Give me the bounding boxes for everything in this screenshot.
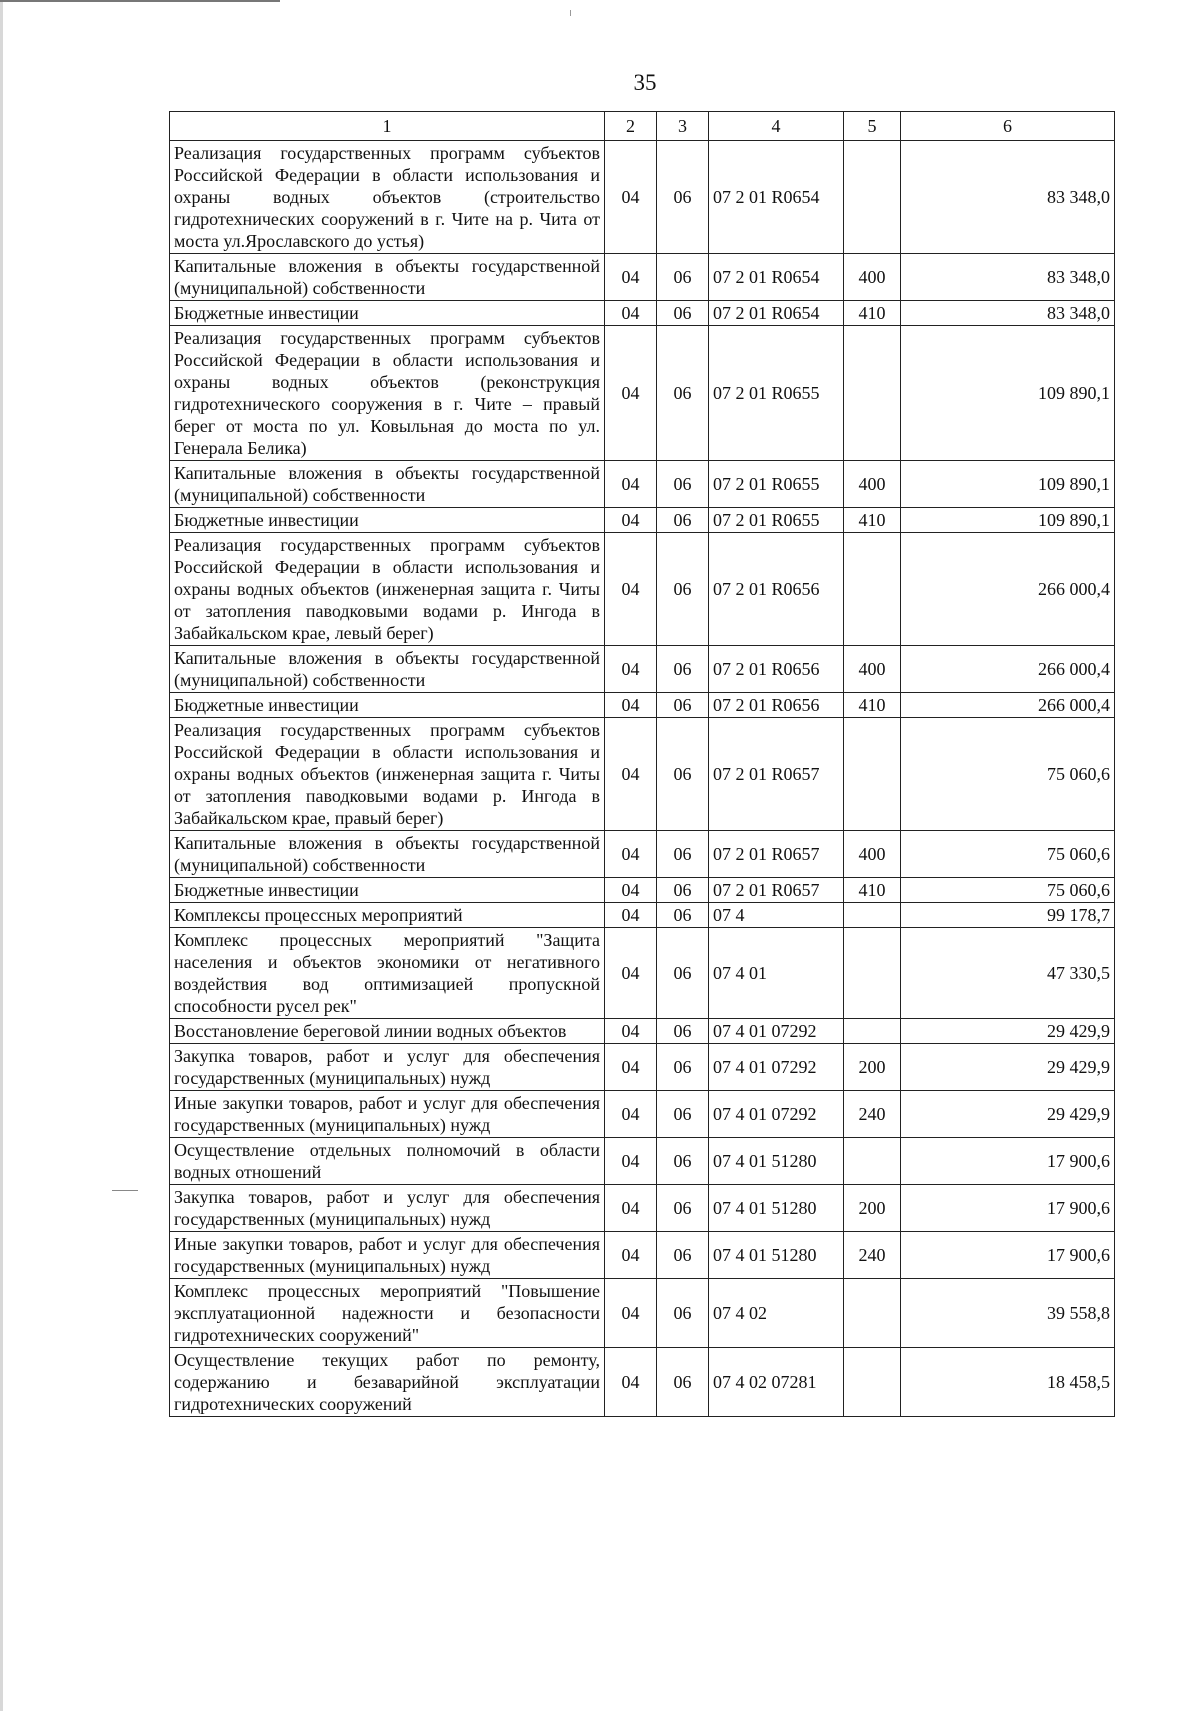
row-amount: 17 900,6 bbox=[901, 1138, 1115, 1185]
row-name: Комплекс процессных мероприятий "Защита населения и объектов экономики от негативного воздействия вод оптимизацией пропускной способности русел рек" bbox=[170, 928, 605, 1019]
table-row bbox=[170, 1348, 1115, 1417]
row-name: Реализация государственных программ субъектов Российской Федерации в области использования и охраны водных объектов (строительство гидротехнических сооружений в г. Чите на р. Чита от моста ул.Ярославского до устья) bbox=[170, 141, 605, 254]
row-amount: 266 000,4 bbox=[901, 646, 1115, 693]
row-amount: 75 060,6 bbox=[901, 878, 1115, 903]
row-target-code: 07 2 01 R0657 bbox=[709, 878, 844, 903]
table-row bbox=[170, 1019, 1115, 1044]
table-row bbox=[170, 533, 1115, 646]
row-name: Капитальные вложения в объекты государственной (муниципальной) собственности bbox=[170, 461, 605, 508]
row-subsection: 06 bbox=[657, 141, 709, 254]
row-amount: 99 178,7 bbox=[901, 903, 1115, 928]
row-expense-type: 400 bbox=[844, 461, 901, 508]
row-expense-type: 200 bbox=[844, 1044, 901, 1091]
row-amount: 17 900,6 bbox=[901, 1232, 1115, 1279]
row-expense-type bbox=[844, 1019, 901, 1044]
scan-mark bbox=[112, 1190, 138, 1191]
row-section: 04 bbox=[605, 1348, 657, 1417]
row-target-code: 07 2 01 R0654 bbox=[709, 141, 844, 254]
row-name: Комплексы процессных мероприятий bbox=[170, 903, 605, 928]
row-name: Иные закупки товаров, работ и услуг для обеспечения государственных (муниципальных) нужд bbox=[170, 1091, 605, 1138]
table-row bbox=[170, 831, 1115, 878]
row-expense-type bbox=[844, 903, 901, 928]
row-target-code: 07 4 01 51280 bbox=[709, 1232, 844, 1279]
scan-speck bbox=[570, 10, 571, 16]
column-header: 3 bbox=[657, 112, 709, 141]
row-subsection: 06 bbox=[657, 533, 709, 646]
row-subsection: 06 bbox=[657, 1279, 709, 1348]
row-expense-type: 240 bbox=[844, 1091, 901, 1138]
row-target-code: 07 2 01 R0657 bbox=[709, 831, 844, 878]
row-name: Закупка товаров, работ и услуг для обеспечения государственных (муниципальных) нужд bbox=[170, 1044, 605, 1091]
row-section: 04 bbox=[605, 1091, 657, 1138]
row-name: Капитальные вложения в объекты государственной (муниципальной) собственности bbox=[170, 254, 605, 301]
row-expense-type bbox=[844, 533, 901, 646]
table-row bbox=[170, 718, 1115, 831]
row-section: 04 bbox=[605, 508, 657, 533]
row-name: Осуществление текущих работ по ремонту, содержанию и безаварийной эксплуатации гидротехнических сооружений bbox=[170, 1348, 605, 1417]
column-header: 2 bbox=[605, 112, 657, 141]
row-subsection: 06 bbox=[657, 903, 709, 928]
table-row bbox=[170, 326, 1115, 461]
row-target-code: 07 2 01 R0655 bbox=[709, 461, 844, 508]
row-amount: 29 429,9 bbox=[901, 1019, 1115, 1044]
row-name: Иные закупки товаров, работ и услуг для обеспечения государственных (муниципальных) нужд bbox=[170, 1232, 605, 1279]
row-section: 04 bbox=[605, 1279, 657, 1348]
table-row bbox=[170, 928, 1115, 1019]
row-target-code: 07 2 01 R0657 bbox=[709, 718, 844, 831]
row-target-code: 07 2 01 R0654 bbox=[709, 301, 844, 326]
row-section: 04 bbox=[605, 928, 657, 1019]
row-target-code: 07 2 01 R0656 bbox=[709, 646, 844, 693]
scan-edge-left bbox=[0, 0, 3, 1711]
row-name: Восстановление береговой линии водных объектов bbox=[170, 1019, 605, 1044]
table-row bbox=[170, 646, 1115, 693]
row-subsection: 06 bbox=[657, 831, 709, 878]
row-section: 04 bbox=[605, 254, 657, 301]
row-expense-type bbox=[844, 326, 901, 461]
row-subsection: 06 bbox=[657, 646, 709, 693]
row-name: Реализация государственных программ субъектов Российской Федерации в области использования и охраны водных объектов (инженерная защита г. Читы от затопления паводковыми водами р. Ингода в Забайкальском крае, левый берег) bbox=[170, 533, 605, 646]
row-amount: 109 890,1 bbox=[901, 508, 1115, 533]
row-subsection: 06 bbox=[657, 326, 709, 461]
row-subsection: 06 bbox=[657, 461, 709, 508]
row-target-code: 07 4 02 bbox=[709, 1279, 844, 1348]
header-row bbox=[170, 112, 1115, 141]
row-expense-type bbox=[844, 1279, 901, 1348]
table-row bbox=[170, 141, 1115, 254]
row-name: Закупка товаров, работ и услуг для обеспечения государственных (муниципальных) нужд bbox=[170, 1185, 605, 1232]
row-section: 04 bbox=[605, 1185, 657, 1232]
row-subsection: 06 bbox=[657, 718, 709, 831]
row-amount: 47 330,5 bbox=[901, 928, 1115, 1019]
row-section: 04 bbox=[605, 903, 657, 928]
row-subsection: 06 bbox=[657, 1138, 709, 1185]
row-amount: 109 890,1 bbox=[901, 461, 1115, 508]
row-target-code: 07 4 01 07292 bbox=[709, 1044, 844, 1091]
row-expense-type bbox=[844, 141, 901, 254]
row-target-code: 07 4 01 07292 bbox=[709, 1019, 844, 1044]
row-amount: 83 348,0 bbox=[901, 301, 1115, 326]
row-name: Бюджетные инвестиции bbox=[170, 878, 605, 903]
table-row bbox=[170, 693, 1115, 718]
row-target-code: 07 2 01 R0656 bbox=[709, 533, 844, 646]
row-name: Бюджетные инвестиции bbox=[170, 508, 605, 533]
table-body bbox=[170, 141, 1115, 1417]
row-subsection: 06 bbox=[657, 1232, 709, 1279]
row-target-code: 07 4 02 07281 bbox=[709, 1348, 844, 1417]
row-amount: 75 060,6 bbox=[901, 831, 1115, 878]
row-name: Капитальные вложения в объекты государственной (муниципальной) собственности bbox=[170, 831, 605, 878]
table-row bbox=[170, 254, 1115, 301]
row-subsection: 06 bbox=[657, 301, 709, 326]
row-target-code: 07 4 01 bbox=[709, 928, 844, 1019]
row-amount: 109 890,1 bbox=[901, 326, 1115, 461]
row-subsection: 06 bbox=[657, 1044, 709, 1091]
row-amount: 83 348,0 bbox=[901, 141, 1115, 254]
row-section: 04 bbox=[605, 831, 657, 878]
row-expense-type: 400 bbox=[844, 646, 901, 693]
row-section: 04 bbox=[605, 1019, 657, 1044]
table-header bbox=[170, 112, 1115, 141]
column-header: 5 bbox=[844, 112, 901, 141]
row-target-code: 07 2 01 R0655 bbox=[709, 508, 844, 533]
row-expense-type: 410 bbox=[844, 508, 901, 533]
table-row bbox=[170, 1185, 1115, 1232]
table-row bbox=[170, 1044, 1115, 1091]
row-subsection: 06 bbox=[657, 878, 709, 903]
column-header: 1 bbox=[170, 112, 605, 141]
table-row bbox=[170, 1232, 1115, 1279]
page-number: 35 bbox=[633, 70, 657, 95]
row-target-code: 07 2 01 R0654 bbox=[709, 254, 844, 301]
row-name: Капитальные вложения в объекты государственной (муниципальной) собственности bbox=[170, 646, 605, 693]
row-subsection: 06 bbox=[657, 928, 709, 1019]
row-name: Комплекс процессных мероприятий "Повышение эксплуатационной надежности и безопасности гидротехнических сооружений" bbox=[170, 1279, 605, 1348]
row-expense-type bbox=[844, 718, 901, 831]
row-amount: 29 429,9 bbox=[901, 1044, 1115, 1091]
row-expense-type bbox=[844, 1138, 901, 1185]
row-target-code: 07 4 01 51280 bbox=[709, 1185, 844, 1232]
row-section: 04 bbox=[605, 141, 657, 254]
row-amount: 29 429,9 bbox=[901, 1091, 1115, 1138]
row-amount: 17 900,6 bbox=[901, 1185, 1115, 1232]
row-name: Бюджетные инвестиции bbox=[170, 301, 605, 326]
column-header: 6 bbox=[901, 112, 1115, 141]
table-row bbox=[170, 878, 1115, 903]
row-amount: 266 000,4 bbox=[901, 533, 1115, 646]
column-header: 4 bbox=[709, 112, 844, 141]
row-section: 04 bbox=[605, 1232, 657, 1279]
row-section: 04 bbox=[605, 533, 657, 646]
row-amount: 83 348,0 bbox=[901, 254, 1115, 301]
row-expense-type: 240 bbox=[844, 1232, 901, 1279]
table-row bbox=[170, 1279, 1115, 1348]
row-expense-type: 410 bbox=[844, 693, 901, 718]
row-target-code: 07 4 bbox=[709, 903, 844, 928]
row-section: 04 bbox=[605, 1138, 657, 1185]
row-target-code: 07 4 01 07292 bbox=[709, 1091, 844, 1138]
row-target-code: 07 4 01 51280 bbox=[709, 1138, 844, 1185]
row-expense-type: 200 bbox=[844, 1185, 901, 1232]
row-section: 04 bbox=[605, 646, 657, 693]
row-amount: 266 000,4 bbox=[901, 693, 1115, 718]
row-amount: 18 458,5 bbox=[901, 1348, 1115, 1417]
row-expense-type: 400 bbox=[844, 254, 901, 301]
row-expense-type: 410 bbox=[844, 301, 901, 326]
table-row bbox=[170, 903, 1115, 928]
scan-edge-top bbox=[0, 0, 280, 2]
row-section: 04 bbox=[605, 878, 657, 903]
row-subsection: 06 bbox=[657, 254, 709, 301]
row-target-code: 07 2 01 R0656 bbox=[709, 693, 844, 718]
row-subsection: 06 bbox=[657, 1091, 709, 1138]
row-name: Реализация государственных программ субъектов Российской Федерации в области использования и охраны водных объектов (реконструкция гидротехнического сооружения в г. Чите – правый берег от моста по ул. Ковыльная до моста по ул. Генерала Белика) bbox=[170, 326, 605, 461]
row-expense-type: 410 bbox=[844, 878, 901, 903]
table-row bbox=[170, 1091, 1115, 1138]
row-name: Осуществление отдельных полномочий в области водных отношений bbox=[170, 1138, 605, 1185]
table-row bbox=[170, 1138, 1115, 1185]
row-name: Бюджетные инвестиции bbox=[170, 693, 605, 718]
row-section: 04 bbox=[605, 693, 657, 718]
row-section: 04 bbox=[605, 461, 657, 508]
row-expense-type bbox=[844, 1348, 901, 1417]
row-subsection: 06 bbox=[657, 1185, 709, 1232]
row-expense-type bbox=[844, 928, 901, 1019]
row-expense-type: 400 bbox=[844, 831, 901, 878]
row-section: 04 bbox=[605, 301, 657, 326]
row-subsection: 06 bbox=[657, 508, 709, 533]
row-name: Реализация государственных программ субъектов Российской Федерации в области использования и охраны водных объектов (инженерная защита г. Читы от затопления паводковыми водами р. Ингода в Забайкальском крае, правый берег) bbox=[170, 718, 605, 831]
row-subsection: 06 bbox=[657, 1019, 709, 1044]
row-subsection: 06 bbox=[657, 693, 709, 718]
table-row bbox=[170, 301, 1115, 326]
table-row bbox=[170, 461, 1115, 508]
row-amount: 39 558,8 bbox=[901, 1279, 1115, 1348]
row-section: 04 bbox=[605, 326, 657, 461]
row-section: 04 bbox=[605, 718, 657, 831]
budget-table bbox=[169, 111, 1115, 1417]
row-subsection: 06 bbox=[657, 1348, 709, 1417]
table-row bbox=[170, 508, 1115, 533]
row-target-code: 07 2 01 R0655 bbox=[709, 326, 844, 461]
row-section: 04 bbox=[605, 1044, 657, 1091]
row-amount: 75 060,6 bbox=[901, 718, 1115, 831]
